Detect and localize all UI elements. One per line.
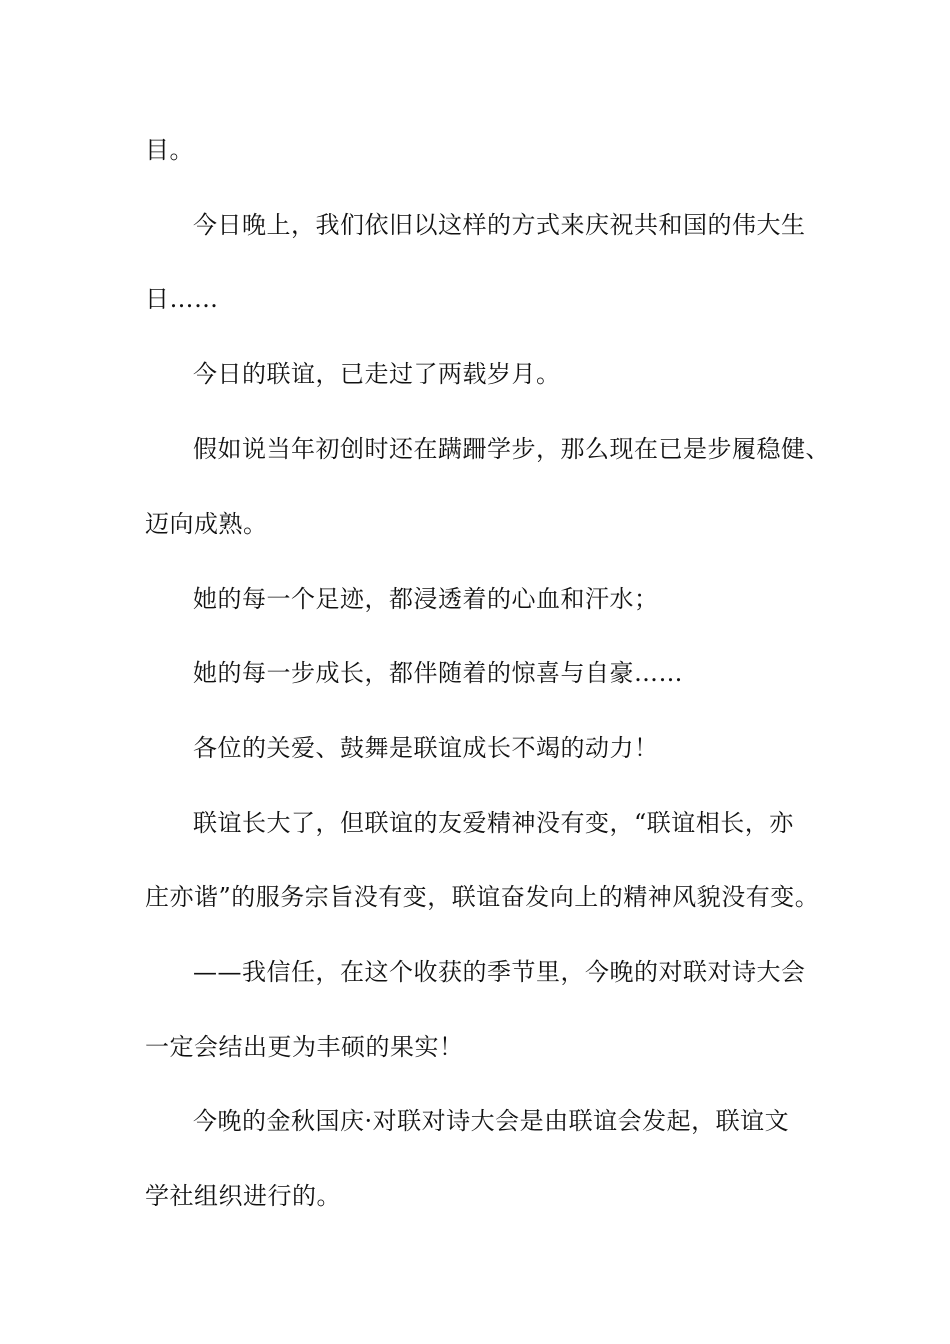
text-line: 学社组织进行的。 [145,1182,341,1210]
text-line: 假如说当年初创时还在蹒跚学步，那么现在已是步履稳健、 [193,435,830,463]
text-line: 联谊长大了，但联谊的友爱精神没有变，“联谊相长，亦 [193,809,794,837]
text-line: 她的每一步成长，都伴随着的惊喜与自豪…… [193,659,683,687]
text-line: ——我信任，在这个收获的季节里，今晚的对联对诗大会 [193,958,806,986]
text-line: 今日的联谊，已走过了两载岁月。 [193,360,561,388]
text-line: 她的每一个足迹，都浸透着的心血和汗水； [193,585,659,613]
text-line: 今日晚上，我们依旧以这样的方式来庆祝共和国的伟大生 [193,211,806,239]
text-line: 今晚的金秋国庆·对联对诗大会是由联谊会发起，联谊文 [193,1107,790,1135]
text-line: 庄亦谐”的服务宗旨没有变，联谊奋发向上的精神风貌没有变。 [145,883,820,911]
text-line: 各位的关爱、鼓舞是联谊成长不竭的动力！ [193,734,659,762]
text-line: 日…… [145,285,219,313]
text-line: 目。 [145,136,194,164]
text-line: 一定会结出更为丰硕的果实！ [145,1033,464,1061]
text-line: 迈向成熟。 [145,510,268,538]
